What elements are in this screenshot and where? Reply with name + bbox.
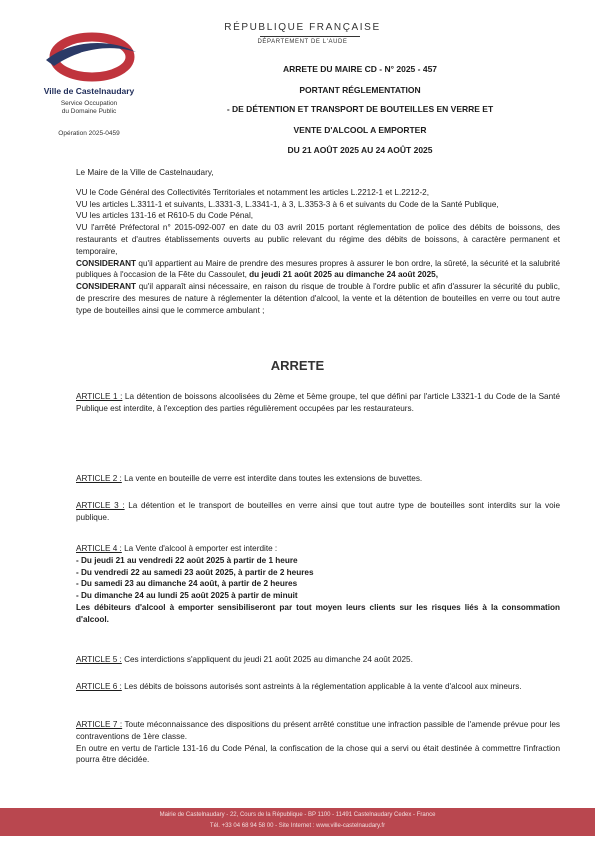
article-6 [76,681,560,693]
preamble-vu-2: VU les articles L.3311-1 et suivants, L.3331-3, L.3341-1, à 3, L.3353-3 à 6 et suivants du Code de la Santé Publique, [76,199,499,209]
departement-heading: DÉPARTEMENT DE L'AUDE [257,39,348,45]
city-logo [40,30,140,88]
article-label: ARTICLE 2 : [76,474,122,483]
decree-title-line-4: VENTE D'ALCOOL A EMPORTER [293,125,427,135]
decree-title-line-3: - DE DÉTENTION ET TRANSPORT DE BOUTEILLES EN VERRE ET [226,104,494,114]
article-4-item: - Du dimanche 24 au lundi 25 août 2025 à partir de minuit [76,591,298,601]
footer-contact: Tél. +33 04 68 94 58 00 - Site Internet : www.ville-castelnaudary.fr [209,823,386,829]
article-text: La détention de boissons alcoolisées du 2ème et 5ème groupe, tel que défini par l'article L3321-1 du Code de la Santé Publique est interdite, à l'exception des parties régulièrement occupées par les restaurateurs. [76,392,560,413]
preamble-considerant-1 [76,258,560,282]
city-name: Ville de Castelnaudary [43,86,135,96]
considerant-label: CONSIDERANT [76,258,137,268]
preamble-maire: Le Maire de la Ville de Castelnaudary, [76,168,214,177]
service-line-1: Service Occupation [60,100,118,107]
decree-dates: DU 21 AOÛT 2025 AU 24 AOÛT 2025 [287,145,433,155]
article-text: Ces interdictions s'appliquent du jeudi 21 août 2025 au dimanche 24 août 2025. [121,655,413,664]
service-name [34,100,144,116]
article-4-item: - Du samedi 23 au dimanche 24 août, à partir de 2 heures [76,579,298,589]
article-2 [76,473,560,485]
preamble-considerant-2 [76,281,560,316]
preamble [76,167,560,317]
article-label: ARTICLE 7 : [76,720,123,729]
article-5 [76,654,560,666]
considerant-text: qu'il appartient au Maire de prendre des mesures propres à assurer le bon ordre, la sûreté, la sécurité et la salubrité publiques à l'occasion de la Fête du Cassoulet, [76,258,560,280]
article-label: ARTICLE 6 : [76,682,122,691]
considerant-dates: du jeudi 21 août 2025 au dimanche 24 août 2025, [249,270,438,280]
article-text: La vente en bouteille de verre est interdite dans toutes les extensions de buvettes. [121,474,423,483]
article-3 [76,500,560,524]
heading-divider [260,36,360,37]
article-label: ARTICLE 3 : [76,501,125,510]
operation-number: Opération 2025-0459 [58,130,120,137]
article-4-item: - Du jeudi 21 au vendredi 22 août 2025 à partir de 1 heure [76,555,298,565]
considerant-text: qu'il apparaît ainsi nécessaire, en raison du risque de trouble à l'ordre public et afin d'assurer la sécurité du public, de prescrire des mesures de nature à réglementer la détention d'alcool, la vente et la détention de bouteilles en verre ou tout autre type de bouteilles ainsi que le commerce ambulant ; [76,282,560,315]
considerant-label: CONSIDERANT [76,282,137,292]
article-label: ARTICLE 1 : [76,392,123,401]
decree-number: ARRETE DU MAIRE CD - N° 2025 - 457 [282,64,438,74]
footer-address: Mairie de Castelnaudary - 22, Cours de la République - BP 1100 - 11491 Castelnaudary Cedex - France [159,812,436,818]
republique-heading: RÉPUBLIQUE FRANÇAISE [224,22,381,33]
article-label: ARTICLE 4 : [76,544,122,553]
article-label: ARTICLE 5 : [76,655,122,664]
preamble-vu-4: VU l'arrêté Préfectoral n° 2015-092-007 en date du 03 avril 2015 portant réglementation de police des débits de boissons, des restaurants et d'autres établissements ouverts au public relevant du régime des débits de boissons, à caractère permanent et temporaire, [76,223,560,256]
article-text: Toute méconnaissance des dispositions du présent arrêté constitue une infraction passible de l'amende prévue pour les contraventions de 1ère classe. [76,720,560,741]
article-text: La Vente d'alcool à emporter est interdite : [121,544,278,553]
article-4-note: Les débiteurs d'alcool à emporter sensibiliseront par tout moyen leurs clients sur les risques liés à la consommation d'alcool. [76,602,560,624]
service-line-2: du Domaine Public [61,108,117,115]
article-7 [76,719,560,766]
article-4-item: - Du vendredi 22 au samedi 23 août 2025, à partir de 2 heures [76,567,314,577]
article-1 [76,391,560,415]
arrete-heading: ARRETE [270,358,325,373]
preamble-vu-3: VU les articles 131-16 et R610-5 du Code Pénal, [76,211,254,221]
article-4 [76,543,560,626]
decree-title-line-2: PORTANT RÉGLEMENTATION [299,85,421,95]
logo-center [76,51,104,65]
article-text: Les débits de boissons autorisés sont astreints à la réglementation applicable à la vente d'alcool aux mineurs. [121,682,522,691]
article-7-text-2: En outre en vertu de l'article 131-16 du Code Pénal, la confiscation de la chose qui a servi ou était destinée à commettre l'infraction pourra être décidée. [76,743,560,765]
preamble-vu-1: VU le Code Général des Collectivités Territoriales et notamment les articles L.2212-1 et L.2212-2, [76,187,429,197]
article-text: La détention et le transport de bouteilles en verre ainsi que tout autre type de bouteilles sont interdits sur la voie publique. [76,501,560,522]
